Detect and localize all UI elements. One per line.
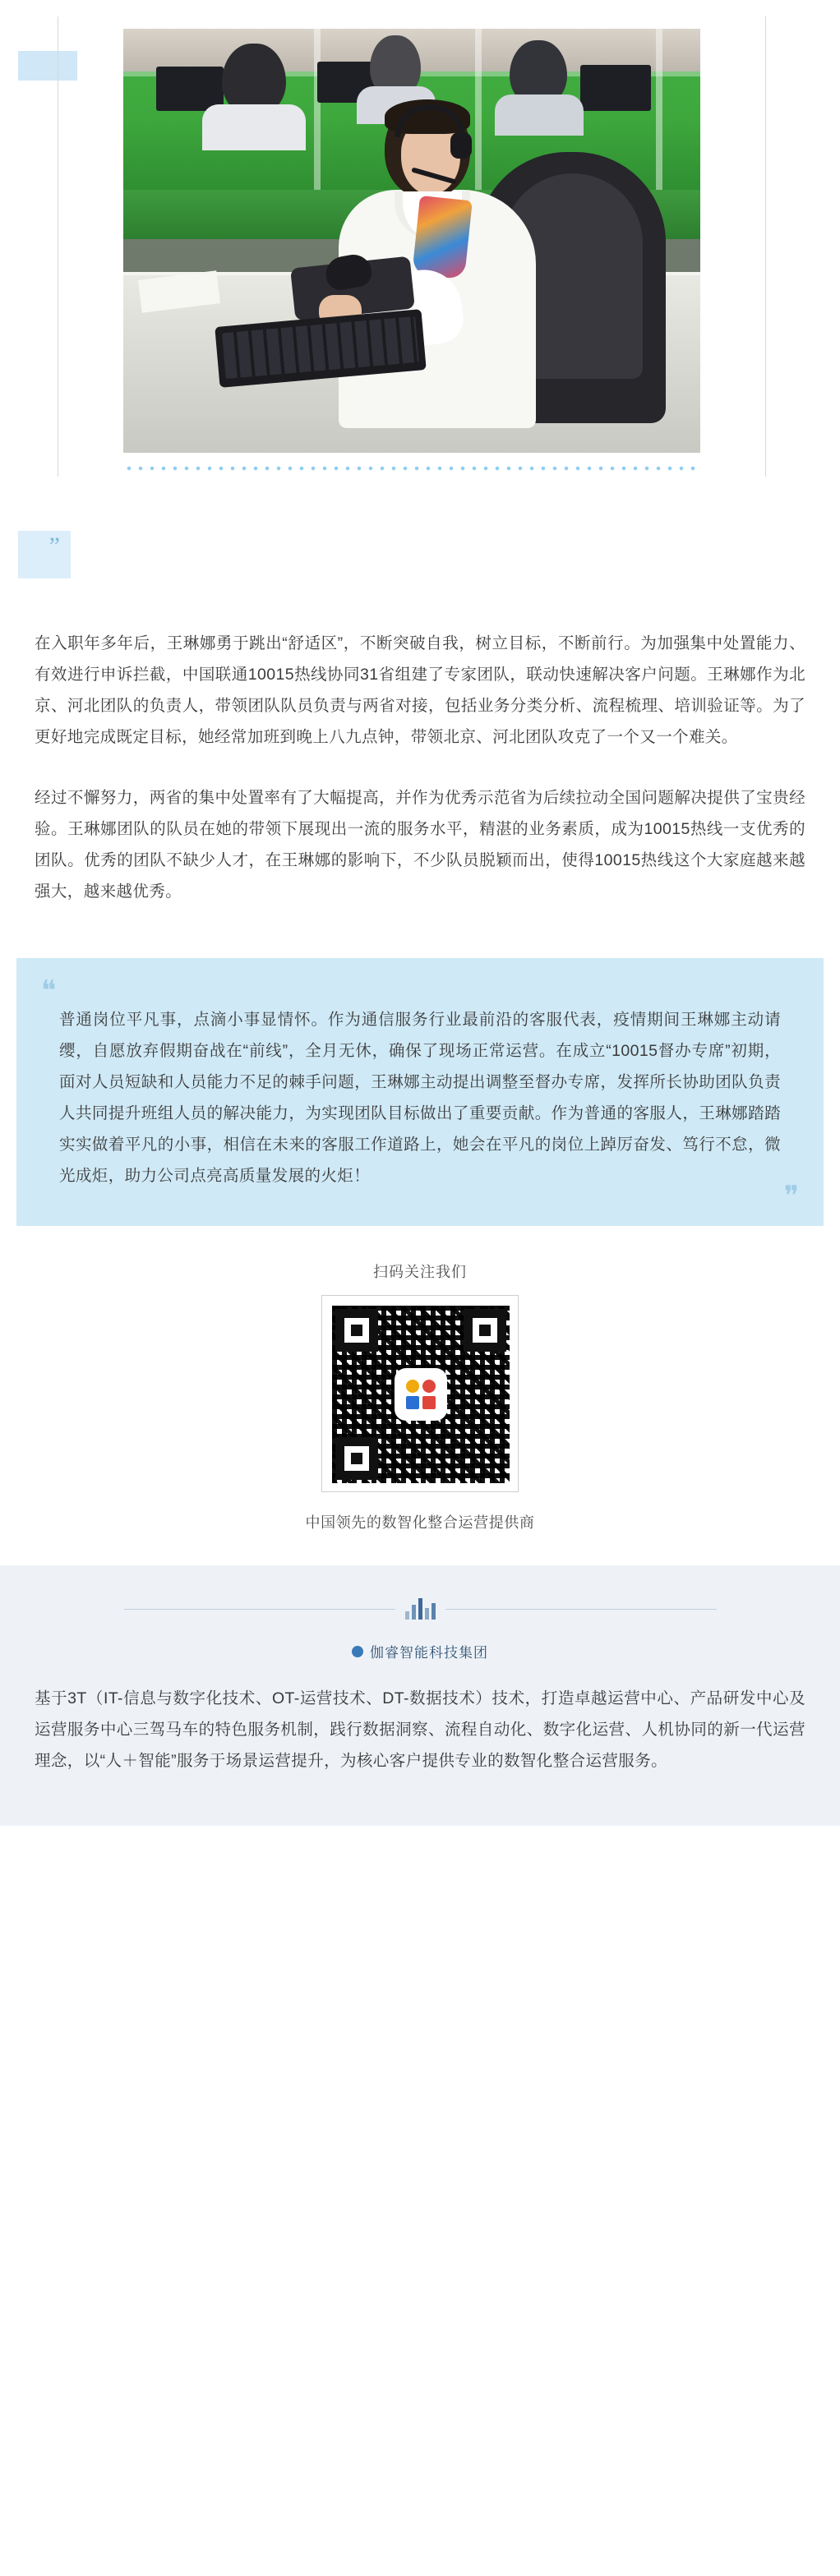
photo-partition-2	[475, 29, 482, 190]
logo-square-blue	[406, 1396, 419, 1409]
signal-bars-icon	[405, 1598, 436, 1620]
qr-frame	[321, 1295, 519, 1492]
hero-dotted-rule	[123, 465, 700, 472]
footer-brand-row	[35, 1641, 805, 1661]
divider-line-left	[124, 1609, 395, 1610]
divider-line-right	[445, 1609, 717, 1610]
logo-dot-yellow	[406, 1380, 419, 1393]
footer-section	[0, 1565, 840, 1826]
footer-divider	[35, 1598, 805, 1620]
brand-dot-icon	[352, 1646, 363, 1657]
monitor-icon	[580, 65, 651, 111]
paragraph: 在入职年多年后，王琳娜勇于跳出“舒适区”，不断突破自我，树立目标，不断前行。为加强集中处置能力、有效进行申诉拦截，中国联通10015热线协同31省组建了专家团队，联动快速解决客户问题。王琳娜作为北京、河北团队的负责人，带领团队队员负责与两省对接，包括业务分类分析、流程梳理、培训验证等。为了更好地完成既定目标，她经常加班到晚上八九点钟，带领北京、河北团队攻克了一个又一个难关。	[35, 634, 805, 746]
quote-close-icon: ❞	[783, 1182, 799, 1212]
qr-code-image[interactable]	[332, 1306, 510, 1483]
footer-description: 基于3T（IT-信息与数字化技术、OT-运营技术、DT-数据技术）技术，打造卓越运营中心、产品研发中心及运营服务中心三驾马车的特色服务机制，践行数据洞察、流程自动化、数字化运营、人机协同的新一代运营理念，以“人＋智能”服务于场景运营提升，为核心客户提供专业的数智化整合运营服务。	[35, 1689, 805, 1770]
quote-open-icon: ❝	[41, 976, 57, 1007]
qr-finder-icon	[464, 1309, 506, 1352]
quote-mark-glyph: ”	[48, 532, 61, 560]
bar	[432, 1603, 436, 1620]
bar	[425, 1608, 429, 1620]
article-body	[0, 578, 840, 907]
photo-partition-1	[314, 29, 321, 190]
qr-title: 扫码关注我们	[373, 1264, 467, 1280]
qr-section	[0, 1226, 840, 1532]
quote-mark-block	[18, 531, 71, 578]
photo-partition-3	[656, 29, 662, 190]
qr-finder-icon	[335, 1309, 378, 1352]
background-colleague-shirt	[202, 104, 306, 150]
highlight-callout	[16, 958, 824, 1226]
logo-dot-red	[422, 1380, 436, 1393]
hero-section	[0, 0, 840, 509]
background-colleague-shirt	[495, 94, 584, 136]
headset-earcup-icon	[450, 132, 472, 159]
company-logo-icon	[398, 1371, 444, 1417]
bar	[405, 1611, 409, 1620]
bar	[412, 1605, 416, 1620]
brand-name: 伽睿智能科技集团	[370, 1645, 488, 1661]
brand-pill	[352, 1641, 488, 1661]
qr-finder-icon	[335, 1437, 378, 1480]
paragraph: 经过不懈努力，两省的集中处置率有了大幅提高，并作为优秀示范省为后续拉动全国问题解决提供了宝贵经验。王琳娜团队的队员在她的带领下展现出一流的服务水平，精湛的业务素质，成为10015热线一支优秀的团队。优秀的团队不缺少人才，在王琳娜的影响下，不少队员脱颖而出，使得10015热线这个大家庭越来越强大，越来越优秀。	[35, 789, 805, 901]
agent-scarf	[412, 196, 473, 279]
logo-square-red	[422, 1396, 436, 1409]
qr-caption: 中国领先的数智化整合运营提供商	[305, 1514, 535, 1531]
hero-photo	[123, 29, 700, 453]
bar	[418, 1598, 422, 1620]
highlight-text: 普通岗位平凡事，点滴小事显情怀。作为通信服务行业最前沿的客服代表，疫情期间王琳娜主动请缨，自愿放弃假期奋战在“前线”，全月无休，确保了现场正常运营。在成立“10015督办专席”初期，面对人员短缺和人员能力不足的棘手问题，王琳娜主动提出调整至督办专席，发挥所长协助团队负责人共同提升班组人员的解决能力，为实现团队目标做出了重要贡献。作为普通的客服人，王琳娜踏踏实实做着平凡的小事，相信在未来的客服工作道路上，她会在平凡的岗位上踔厉奋发、笃行不怠，微光成炬，助力公司点亮高质量发展的火炬！	[59, 1011, 781, 1185]
